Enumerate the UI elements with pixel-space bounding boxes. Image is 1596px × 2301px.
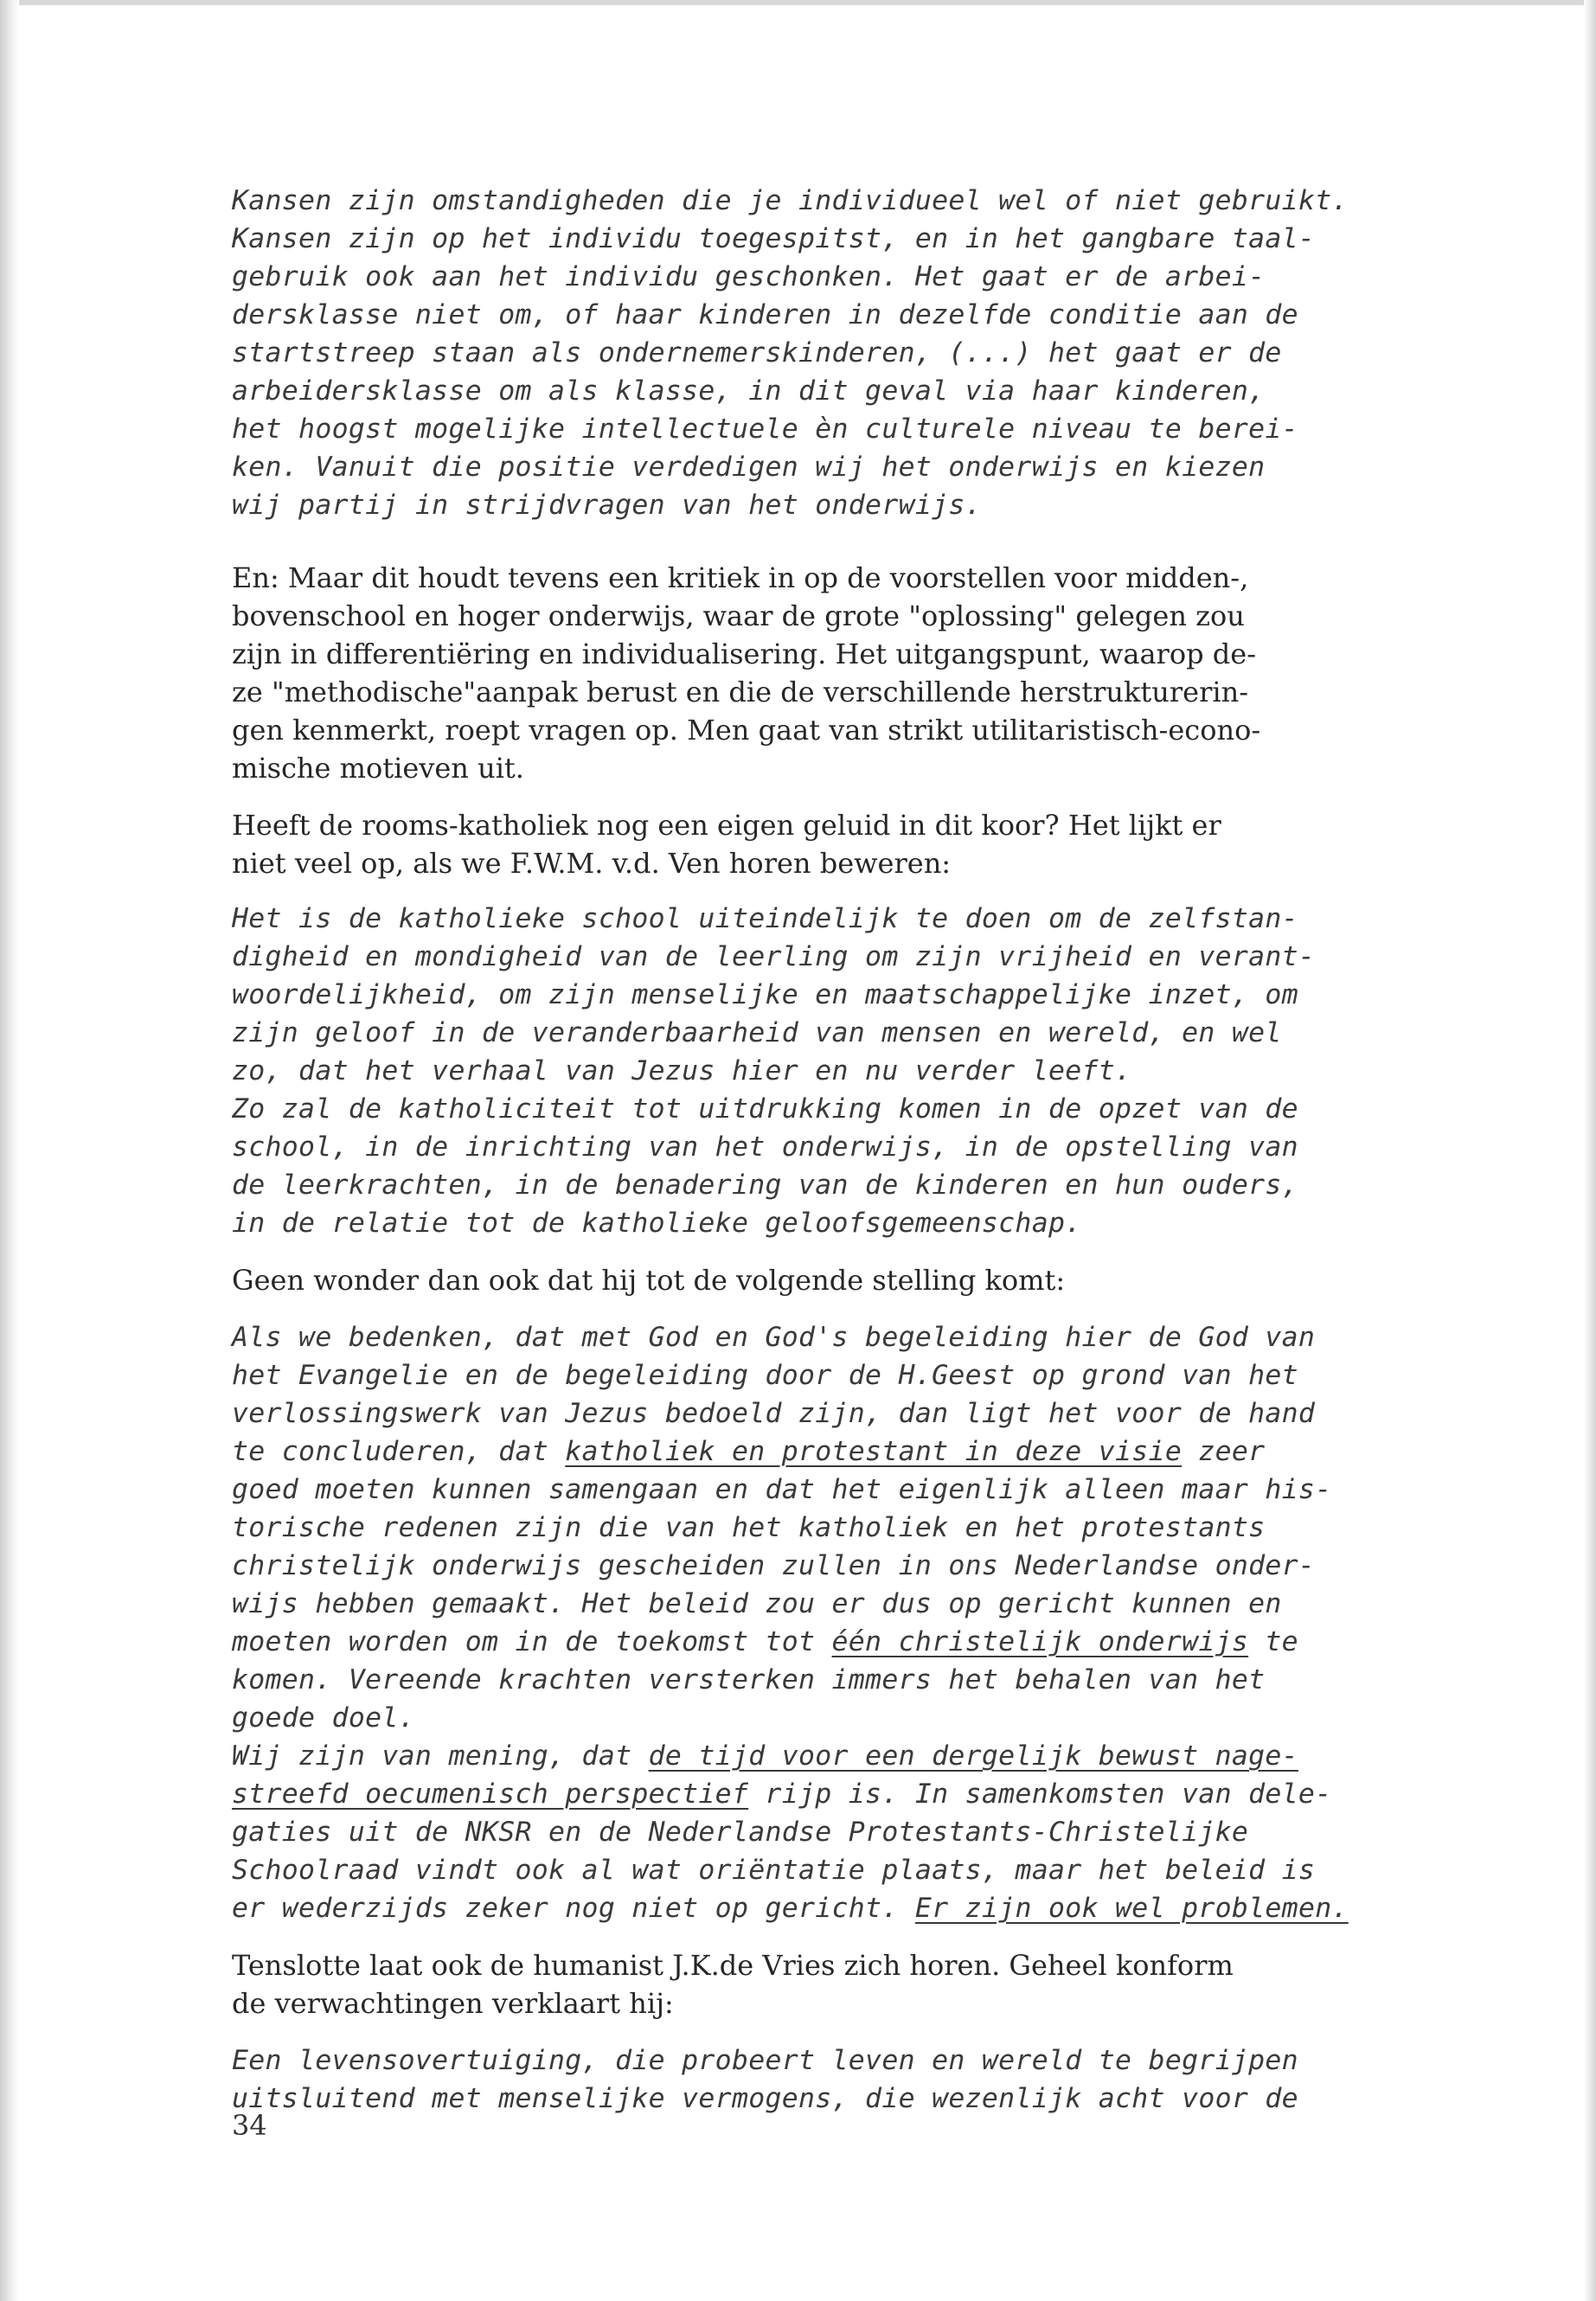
- text-run: goede doel.: [232, 1702, 415, 1734]
- text-run: Kansen zijn omstandigheden die je individueel wel of niet gebruikt.: [232, 185, 1349, 216]
- scan-edge-top: [0, 0, 1596, 5]
- text-run: Heeft de rooms-katholiek nog een eigen geluid in dit koor? Het lijkt er: [232, 809, 1221, 842]
- underlined-phrase: Er zijn ook wel problemen.: [914, 1893, 1349, 1924]
- text-run: te concluderen, dat: [232, 1436, 566, 1467]
- text-run: Het is de katholieke school uiteindelijk te doen om de zelfstan-: [232, 903, 1298, 934]
- body-paragraph: [232, 559, 1482, 787]
- text-line: [232, 1166, 1482, 1204]
- paragraph-gap: [232, 2022, 1482, 2041]
- paragraph-gap: [232, 787, 1482, 806]
- text-run: christelijk onderwijs gescheiden zullen in ons Nederlandse onder-: [232, 1550, 1316, 1581]
- text-line: [232, 1433, 1482, 1471]
- scan-edge-right: [1584, 0, 1596, 2301]
- page-number: 34: [232, 2109, 267, 2142]
- text-run: moeten worden om in de toekomst tot: [232, 1626, 832, 1657]
- text-run: goed moeten kunnen samengaan en dat het eigenlijk alleen maar his-: [232, 1474, 1332, 1505]
- text-line: [232, 296, 1482, 334]
- text-run: ken. Vanuit die positie verdedigen wij het onderwijs en kiezen: [232, 452, 1266, 483]
- text-run: uitsluitend met menselijke vermogens, die wezenlijk acht voor de: [232, 2083, 1298, 2114]
- text-run: verlossingswerk van Jezus bedoeld zijn, dan ligt het voor de hand: [232, 1398, 1316, 1429]
- text-line: [232, 220, 1482, 258]
- text-line: [232, 1851, 1482, 1889]
- text-run: torische redenen zijn die van het katholiek en het protestants: [232, 1512, 1266, 1543]
- text-line: [232, 1946, 1482, 1984]
- text-line: [232, 1699, 1482, 1737]
- text-line: [232, 635, 1482, 673]
- text-run: dersklasse niet om, of haar kinderen in dezelfde conditie aan de: [232, 299, 1298, 330]
- text-line: [232, 486, 1482, 524]
- text-run: zeer: [1182, 1436, 1266, 1467]
- text-run: Tenslotte laat ook de humanist J.K.de Vries zich horen. Geheel konform: [232, 1949, 1234, 1982]
- text-line: [232, 1737, 1482, 1775]
- text-run: het Evangelie en de begeleiding door de H.Geest op grond van het: [232, 1360, 1298, 1391]
- text-run: gen kenmerkt, roept vragen op. Men gaat van strikt utilitaristisch-econo-: [232, 714, 1261, 747]
- text-run: gaties uit de NKSR en de Nederlandse Protestants-Christelijke: [232, 1817, 1249, 1848]
- text-run: rijp is. In samenkomsten van dele-: [748, 1779, 1332, 1810]
- text-run: ze "methodische"aanpak berust en die de verschillende herstrukturerin-: [232, 676, 1249, 708]
- underlined-phrase: katholiek en protestant in deze visie: [565, 1436, 1183, 1467]
- text-line: [232, 1775, 1482, 1813]
- text-run: Als we bedenken, dat met God en God's begeleiding hier de God van: [232, 1322, 1316, 1353]
- text-run: het hoogst mogelijke intellectuele èn culturele niveau te berei-: [232, 413, 1298, 445]
- underlined-phrase: één christelijk onderwijs: [831, 1626, 1249, 1657]
- paragraph-gap: [232, 882, 1482, 900]
- underlined-phrase: streefd oecumenisch perspectief: [232, 1779, 749, 1810]
- text-line: [232, 1014, 1482, 1052]
- paragraph-gap: [232, 1299, 1482, 1318]
- text-line: [232, 2041, 1482, 2080]
- text-line: [232, 448, 1482, 486]
- text-line: [232, 711, 1482, 749]
- text-line: [232, 1128, 1482, 1166]
- text-run: school, in de inrichting van het onderwijs, in de opstelling van: [232, 1131, 1298, 1163]
- quoted-paragraph: [232, 2041, 1482, 2118]
- text-run: er wederzijds zeker nog niet op gericht.: [232, 1893, 915, 1924]
- text-run: bovenschool en hoger onderwijs, waar de grote "oplossing" gelegen zou: [232, 599, 1245, 632]
- text-run: mische motieven uit.: [232, 752, 524, 785]
- text-run: woordelijkheid, om zijn menselijke en maatschappelijke inzet, om: [232, 979, 1298, 1010]
- text-line: [232, 1661, 1482, 1699]
- text-run: Kansen zijn op het individu toegespitst, en in het gangbare taal-: [232, 223, 1316, 254]
- text-line: [232, 1204, 1482, 1242]
- text-run: wij partij in strijdvragen van het onderwijs.: [232, 490, 982, 521]
- text-line: [232, 1318, 1482, 1356]
- text-line: [232, 2080, 1482, 2118]
- body-paragraph: [232, 1261, 1482, 1299]
- text-run: wijs hebben gemaakt. Het beleid zou er dus op gericht kunnen en: [232, 1588, 1282, 1619]
- text-line: [232, 410, 1482, 448]
- text-run: digheid en mondigheid van de leerling om zijn vrijheid en verant-: [232, 941, 1316, 972]
- text-line: [232, 258, 1482, 296]
- text-line: [232, 334, 1482, 372]
- text-run: En: Maar dit houdt tevens een kritiek in op de voorstellen voor midden-,: [232, 561, 1249, 594]
- text-line: [232, 938, 1482, 976]
- text-line: [232, 1090, 1482, 1128]
- paragraph-gap: [232, 1242, 1482, 1261]
- quoted-paragraph: [232, 1318, 1482, 1927]
- text-run: arbeidersklasse om als klasse, in dit geval via haar kinderen,: [232, 375, 1266, 407]
- text-line: [232, 1984, 1482, 2022]
- text-run: Schoolraad vindt ook al wat oriëntatie plaats, maar het beleid is: [232, 1855, 1316, 1886]
- text-line: [232, 372, 1482, 410]
- text-run: te: [1248, 1626, 1298, 1657]
- text-run: startstreep staan als ondernemerskinderen, (...) het gaat er de: [232, 337, 1282, 369]
- paragraph-gap: [232, 524, 1482, 559]
- text-line: [232, 1623, 1482, 1661]
- text-run: in de relatie tot de katholieke geloofsgemeenschap.: [232, 1208, 1082, 1239]
- text-run: Wij zijn van mening, dat: [232, 1740, 649, 1772]
- text-run: zo, dat het verhaal van Jezus hier en nu verder leeft.: [232, 1055, 1132, 1086]
- text-run: Geen wonder dan ook dat hij tot de volgende stelling komt:: [232, 1264, 1066, 1297]
- text-line: [232, 559, 1482, 597]
- text-line: [232, 1261, 1482, 1299]
- text-line: [232, 673, 1482, 711]
- text-run: niet veel op, als we F.W.M. v.d. Ven horen beweren:: [232, 847, 952, 880]
- text-line: [232, 1394, 1482, 1433]
- text-run: gebruik ook aan het individu geschonken. Het gaat er de arbei-: [232, 261, 1266, 292]
- text-line: [232, 976, 1482, 1014]
- text-line: [232, 1052, 1482, 1090]
- text-line: [232, 182, 1482, 220]
- text-run: de leerkrachten, in de benadering van de kinderen en hun ouders,: [232, 1170, 1298, 1201]
- underlined-phrase: de tijd voor een dergelijk bewust nage-: [648, 1740, 1298, 1772]
- quoted-paragraph: [232, 900, 1482, 1242]
- text-line: [232, 597, 1482, 635]
- text-line: [232, 1813, 1482, 1851]
- text-line: [232, 1356, 1482, 1394]
- text-run: de verwachtingen verklaart hij:: [232, 1987, 674, 2020]
- text-line: [232, 1547, 1482, 1585]
- page-text-area: [232, 182, 1482, 2118]
- text-line: [232, 1889, 1482, 1927]
- body-paragraph: [232, 806, 1482, 882]
- text-run: zijn geloof in de veranderbaarheid van mensen en wereld, en wel: [232, 1017, 1282, 1048]
- text-line: [232, 806, 1482, 844]
- quoted-paragraph: [232, 182, 1482, 524]
- text-line: [232, 900, 1482, 938]
- text-run: zijn in differentiëring en individualisering. Het uitgangspunt, waarop de-: [232, 638, 1256, 670]
- text-run: Een levensovertuiging, die probeert leven en wereld te begrijpen: [232, 2045, 1298, 2076]
- text-line: [232, 844, 1482, 882]
- text-run: komen. Vereende krachten versterken immers het behalen van het: [232, 1664, 1266, 1695]
- text-line: [232, 1471, 1482, 1509]
- scan-edge-left: [0, 0, 19, 2301]
- text-run: Zo zal de katholiciteit tot uitdrukking komen in de opzet van de: [232, 1093, 1298, 1125]
- text-line: [232, 749, 1482, 787]
- body-paragraph: [232, 1946, 1482, 2022]
- text-line: [232, 1509, 1482, 1547]
- text-line: [232, 1585, 1482, 1623]
- paragraph-gap: [232, 1927, 1482, 1946]
